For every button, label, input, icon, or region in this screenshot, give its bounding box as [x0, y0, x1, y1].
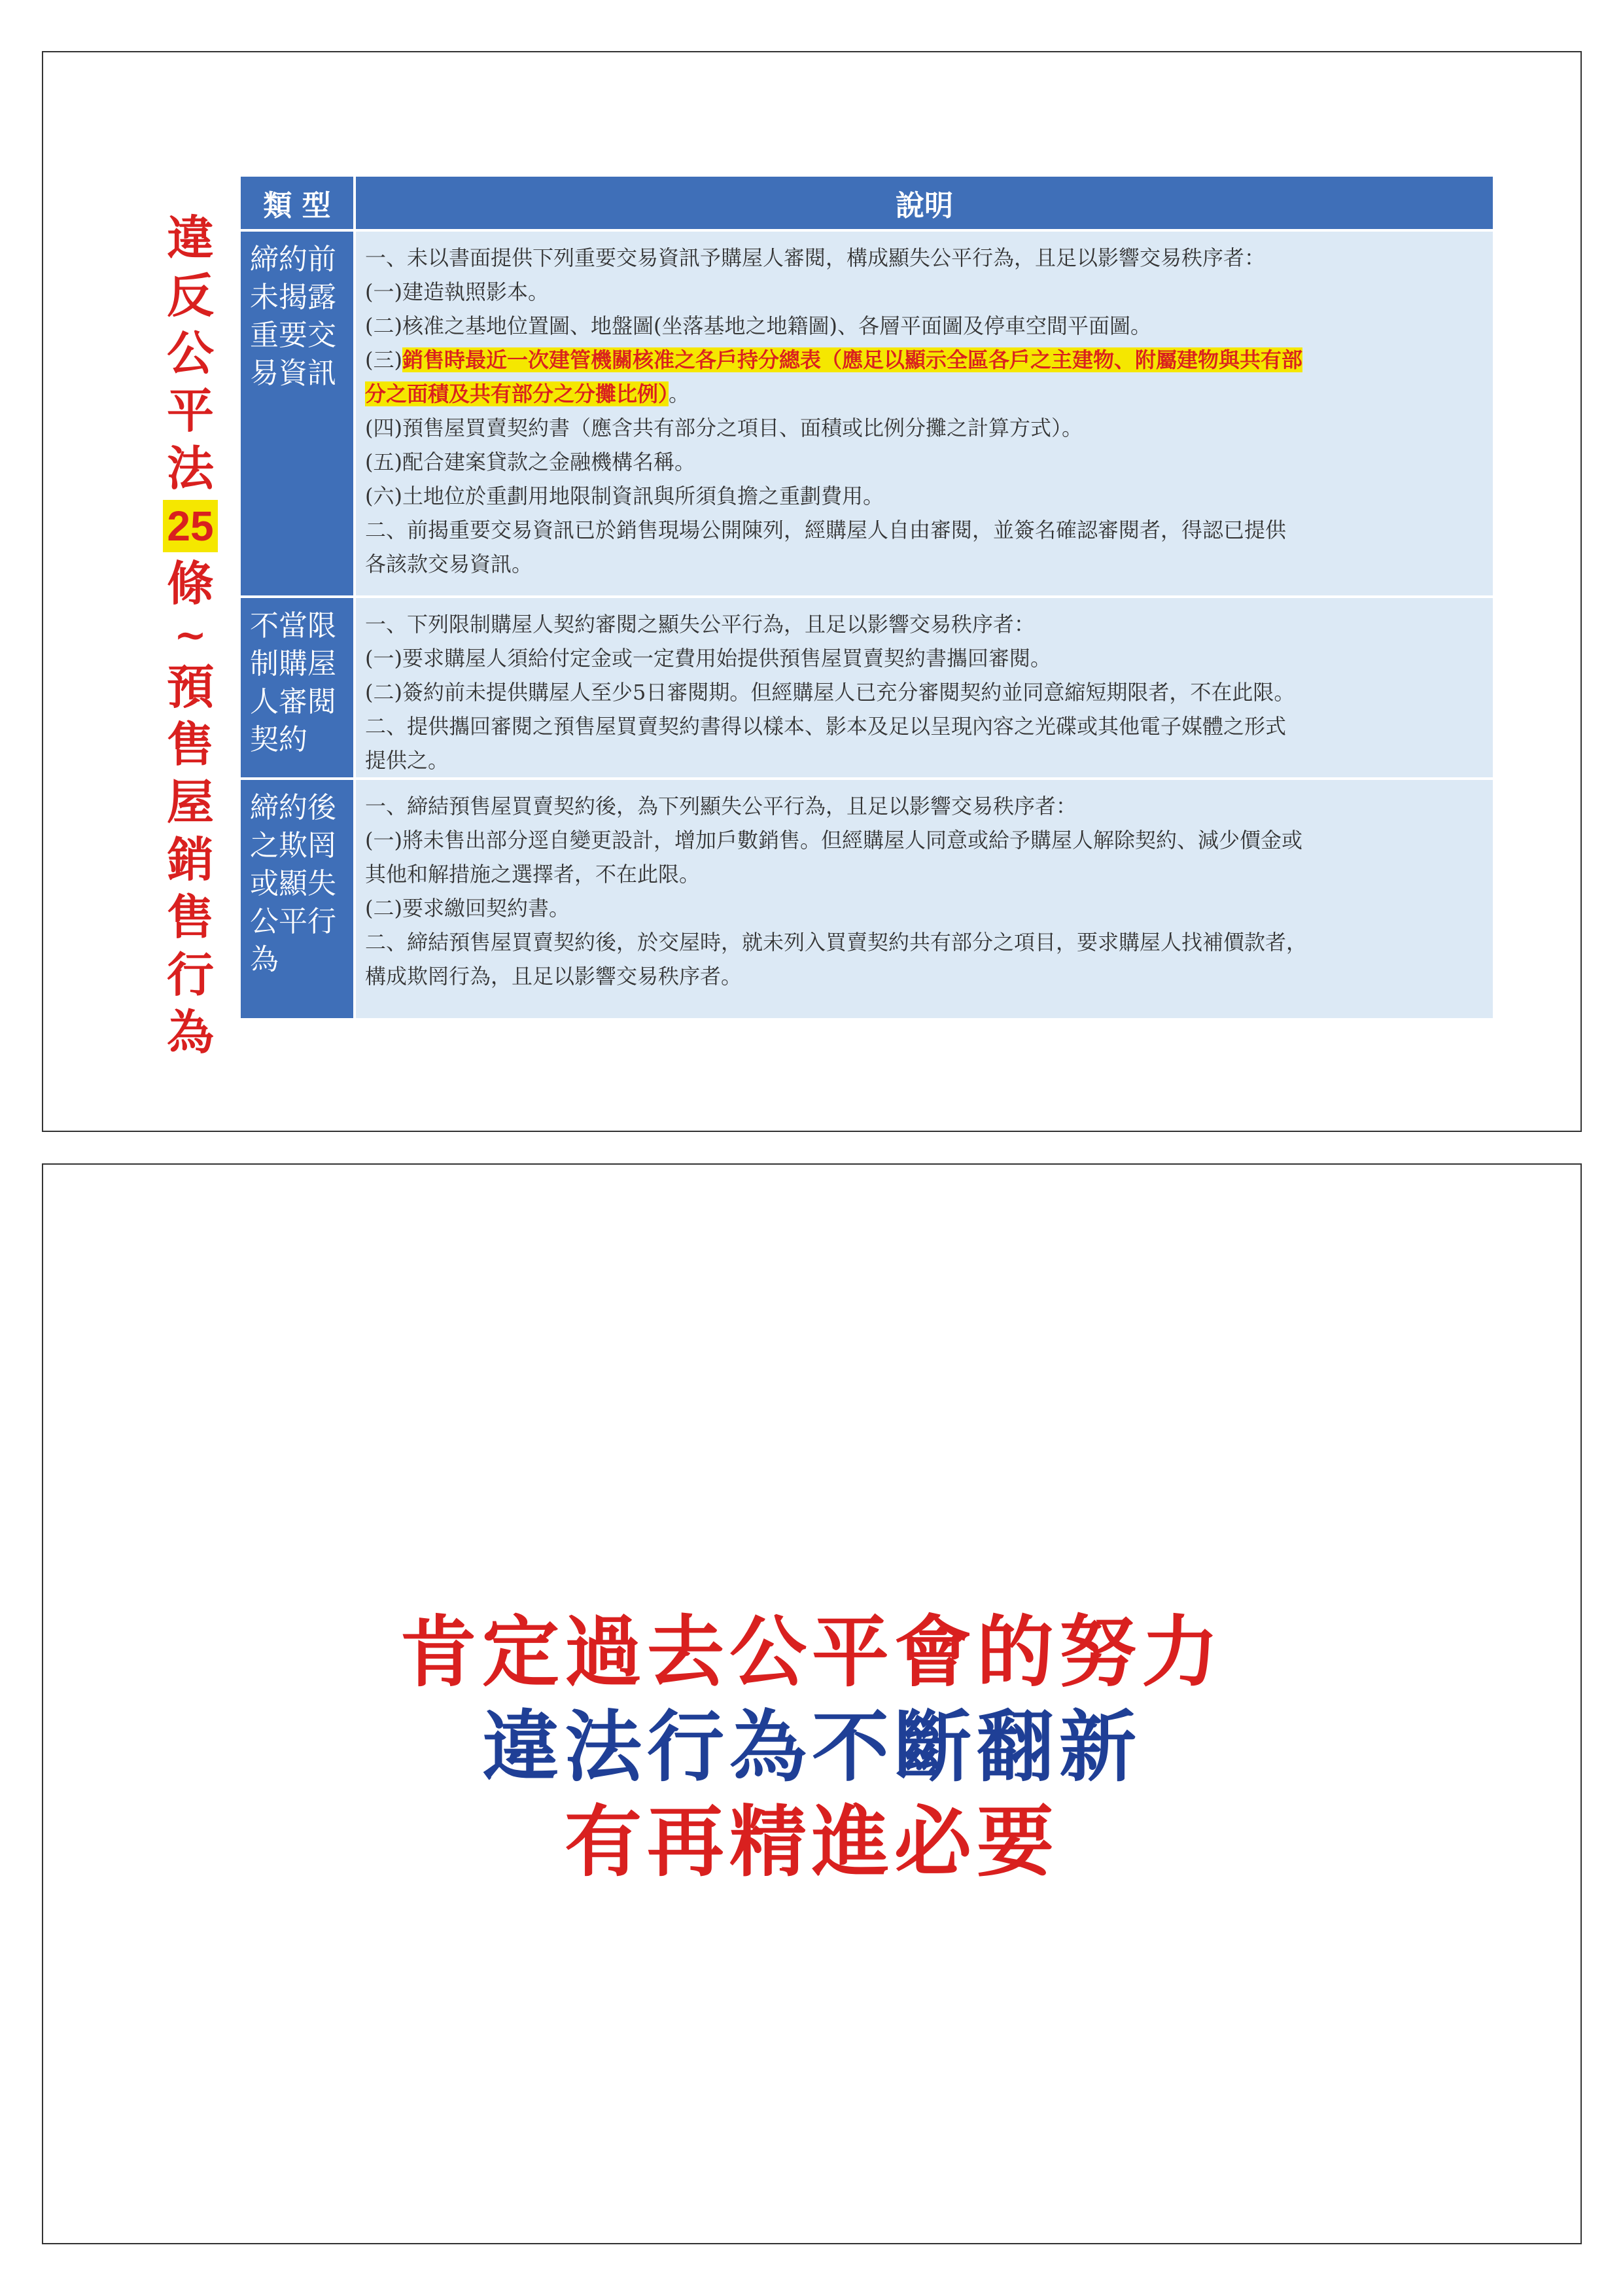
row-description: [356, 780, 1493, 1018]
table-row: [241, 777, 1493, 1018]
desc-line: 一、締結預售屋買賣契約後，為下列顯失公平行為，且足以影響交易秩序者：: [365, 794, 1077, 819]
title-char: 屋: [166, 774, 214, 830]
type-line: 不當限: [250, 609, 336, 643]
type-line: 未揭露: [250, 281, 336, 314]
desc-line: (一)將未售出部分逕自變更設計，增加戶數銷售。但經購屋人同意或給予購屋人解除契約、減少價金或: [365, 828, 1302, 853]
type-line: 締約後: [250, 791, 336, 824]
title-char: ~: [173, 612, 207, 658]
desc-line: 一、未以書面提供下列重要交易資訊予購屋人審閱，構成顯失公平行為，且足以影響交易秩序者：: [365, 245, 1266, 270]
desc-line: (二)核准之基地位置圖、地盤圖(坐落基地之地籍圖)、各層平面圖及停車空間平面圖。: [365, 313, 1151, 338]
slide-fair-trade-act: [42, 51, 1582, 1132]
slide-conclusion: [42, 1163, 1582, 2244]
row-type: [241, 232, 356, 595]
conclusion-line-1: 肯定過去公平會的努力: [399, 1606, 1224, 1697]
desc-line: 提供之。: [365, 748, 449, 773]
desc-line: (二)簽約前未提供購屋人至少5日審閱期。但經購屋人已充分審閱契約並同意縮短期限者，不在此限。: [365, 680, 1295, 705]
title-char: 售: [166, 716, 214, 772]
type-line: 或顯失: [250, 867, 336, 900]
title-char: 為: [166, 1004, 214, 1060]
desc-line: 一、下列限制購屋人契約審閱之顯失公平行為，且足以影響交易秩序者：: [365, 612, 1036, 637]
row-type: [241, 598, 356, 777]
title-char: 行: [166, 947, 214, 1002]
desc-line: 其他和解措施之選擇者，不在此限。: [365, 862, 701, 887]
item-suffix: 。: [669, 381, 690, 406]
title-char: 平: [166, 383, 214, 438]
highlighted-text: 銷售時最近一次建管機關核准之各戶持分總表（應足以顯示全區各戶之主建物、附屬建物與共有部: [402, 347, 1302, 372]
vertical-title: [128, 209, 253, 1061]
title-char: 條: [166, 556, 214, 611]
desc-line: (四)預售屋買賣契約書（應含共有部分之項目、面積或比例分攤之計算方式）。: [365, 415, 1083, 440]
type-line: 為: [250, 943, 279, 976]
type-line: 重要交: [250, 319, 336, 352]
desc-line: [365, 377, 1482, 411]
type-line: 之欺罔: [250, 829, 336, 862]
title-char: 銷: [166, 832, 214, 887]
desc-line: (五)配合建案貸款之金融機構名稱。: [365, 450, 695, 474]
desc-line: (六)土地位於重劃用地限制資訊與所須負擔之重劃費用。: [365, 484, 884, 508]
desc-line: (一)建造執照影本。: [365, 279, 549, 304]
type-line: 締約前: [250, 243, 336, 276]
conclusion-line-3: 有再精進必要: [564, 1796, 1059, 1887]
desc-line: (一)要求購屋人須給付定金或一定費用始提供預售屋買賣契約書攜回審閱。: [365, 646, 1051, 671]
header-description: 說明: [356, 177, 1493, 229]
title-char: 公: [166, 325, 214, 381]
header-type: 類 型: [241, 177, 356, 229]
table-header: [241, 177, 1493, 229]
desc-line: (二)要求繳回契約書。: [365, 896, 570, 921]
desc-line: [365, 343, 1482, 377]
type-line: 易資訊: [250, 357, 336, 390]
desc-line: 二、提供攜回審閱之預售屋買賣契約書得以樣本、影本及足以呈現內容之光碟或其他電子媒體之形式: [365, 714, 1287, 739]
item-prefix: (三): [365, 347, 402, 372]
row-description: [356, 232, 1493, 595]
type-line: 公平行: [250, 905, 336, 938]
title-article-number: 25: [163, 500, 217, 552]
row-description: [356, 598, 1493, 777]
desc-line: 二、締結預售屋買賣契約後，於交屋時，就未列入買賣契約共有部分之項目，要求購屋人找補價款者，: [365, 930, 1308, 955]
type-line: 契約: [250, 723, 307, 756]
row-type: [241, 780, 356, 1018]
violation-table: [241, 177, 1493, 1018]
title-char: 法: [166, 440, 214, 496]
desc-line: 構成欺罔行為，且足以影響交易秩序者。: [365, 964, 742, 989]
title-char: 售: [166, 889, 214, 945]
type-line: 制購屋: [250, 647, 336, 680]
desc-line: 二、前揭重要交易資訊已於銷售現場公開陳列，經購屋人自由審閱，並簽名確認審閱者，得認已提供: [365, 518, 1287, 542]
table-row: [241, 229, 1493, 595]
type-line: 人審閱: [250, 685, 336, 718]
desc-line: 各該款交易資訊。: [365, 552, 533, 576]
title-char: 反: [166, 268, 214, 323]
title-char: 預: [166, 659, 214, 715]
highlighted-text: 分之面積及共有部分之分攤比例）: [365, 381, 669, 406]
conclusion-line-2: 違法行為不斷翻新: [481, 1701, 1142, 1792]
title-char: 違: [166, 210, 214, 266]
table-row: [241, 595, 1493, 777]
